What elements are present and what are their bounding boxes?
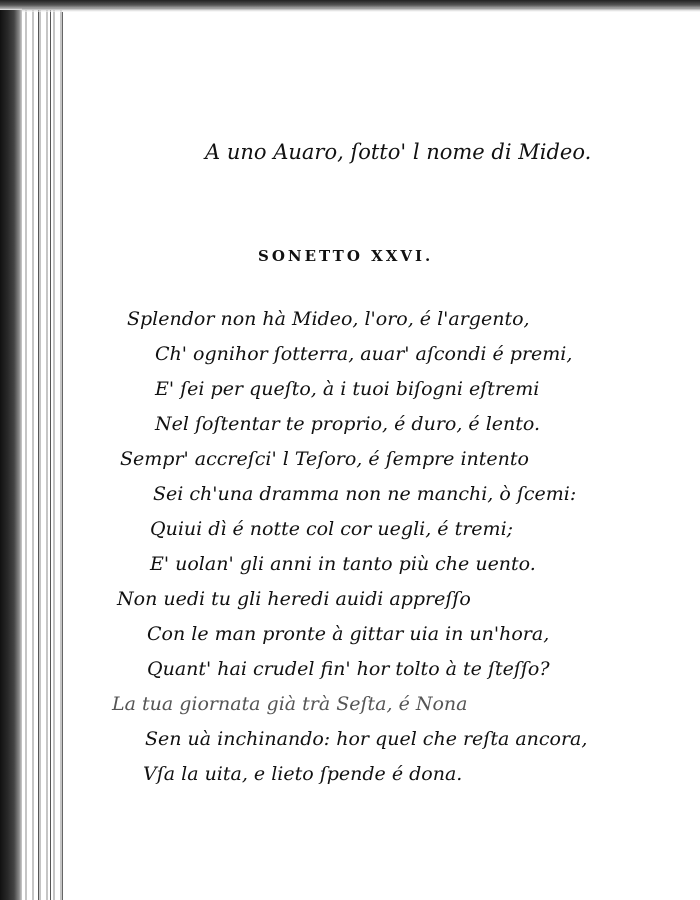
- poem-heading: A uno Auaro, ſotto' l nome di Mideo.: [205, 140, 592, 164]
- verse-line: Non uedi tu gli heredi auidi appreſſo: [117, 588, 471, 610]
- verse-line: Nel ſoſtentar te proprio, é duro, é lento.: [155, 413, 541, 435]
- verse-line: Sempr' accreſci' l Teſoro, é ſempre intento: [120, 448, 529, 470]
- verse-line: Sen uà inchinando: hor quel che reſta ancora,: [145, 728, 588, 750]
- sonnet-title: SONETTO XXVI.: [258, 247, 434, 265]
- verse-line: Con le man pronte à gittar uia in un'hora,: [147, 623, 550, 645]
- verse-line: Ch' ognihor ſotterra, auar' aſcondi é premi,: [155, 343, 573, 365]
- verse-line: E' ſei per queſto, à i tuoi biſogni eſtremi: [155, 378, 540, 400]
- verse-line: Sei ch'una dramma non ne manchi, ò ſcemi:: [153, 483, 577, 505]
- verse-line: Quiui dì é notte col cor uegli, é tremi;: [150, 518, 514, 540]
- verse-line: La tua giornata già trà Seſta, é Nona: [112, 693, 468, 715]
- verse-line: Quant' hai crudel fin' hor tolto à te ſteſſo?: [147, 658, 550, 680]
- verse-line: Splendor non hà Mideo, l'oro, é l'argento,: [127, 308, 530, 330]
- verse-line: Vſa la uita, e lieto ſpende é dona.: [143, 763, 463, 785]
- verse-line: E' uolan' gli anni in tanto più che uento.: [150, 553, 536, 575]
